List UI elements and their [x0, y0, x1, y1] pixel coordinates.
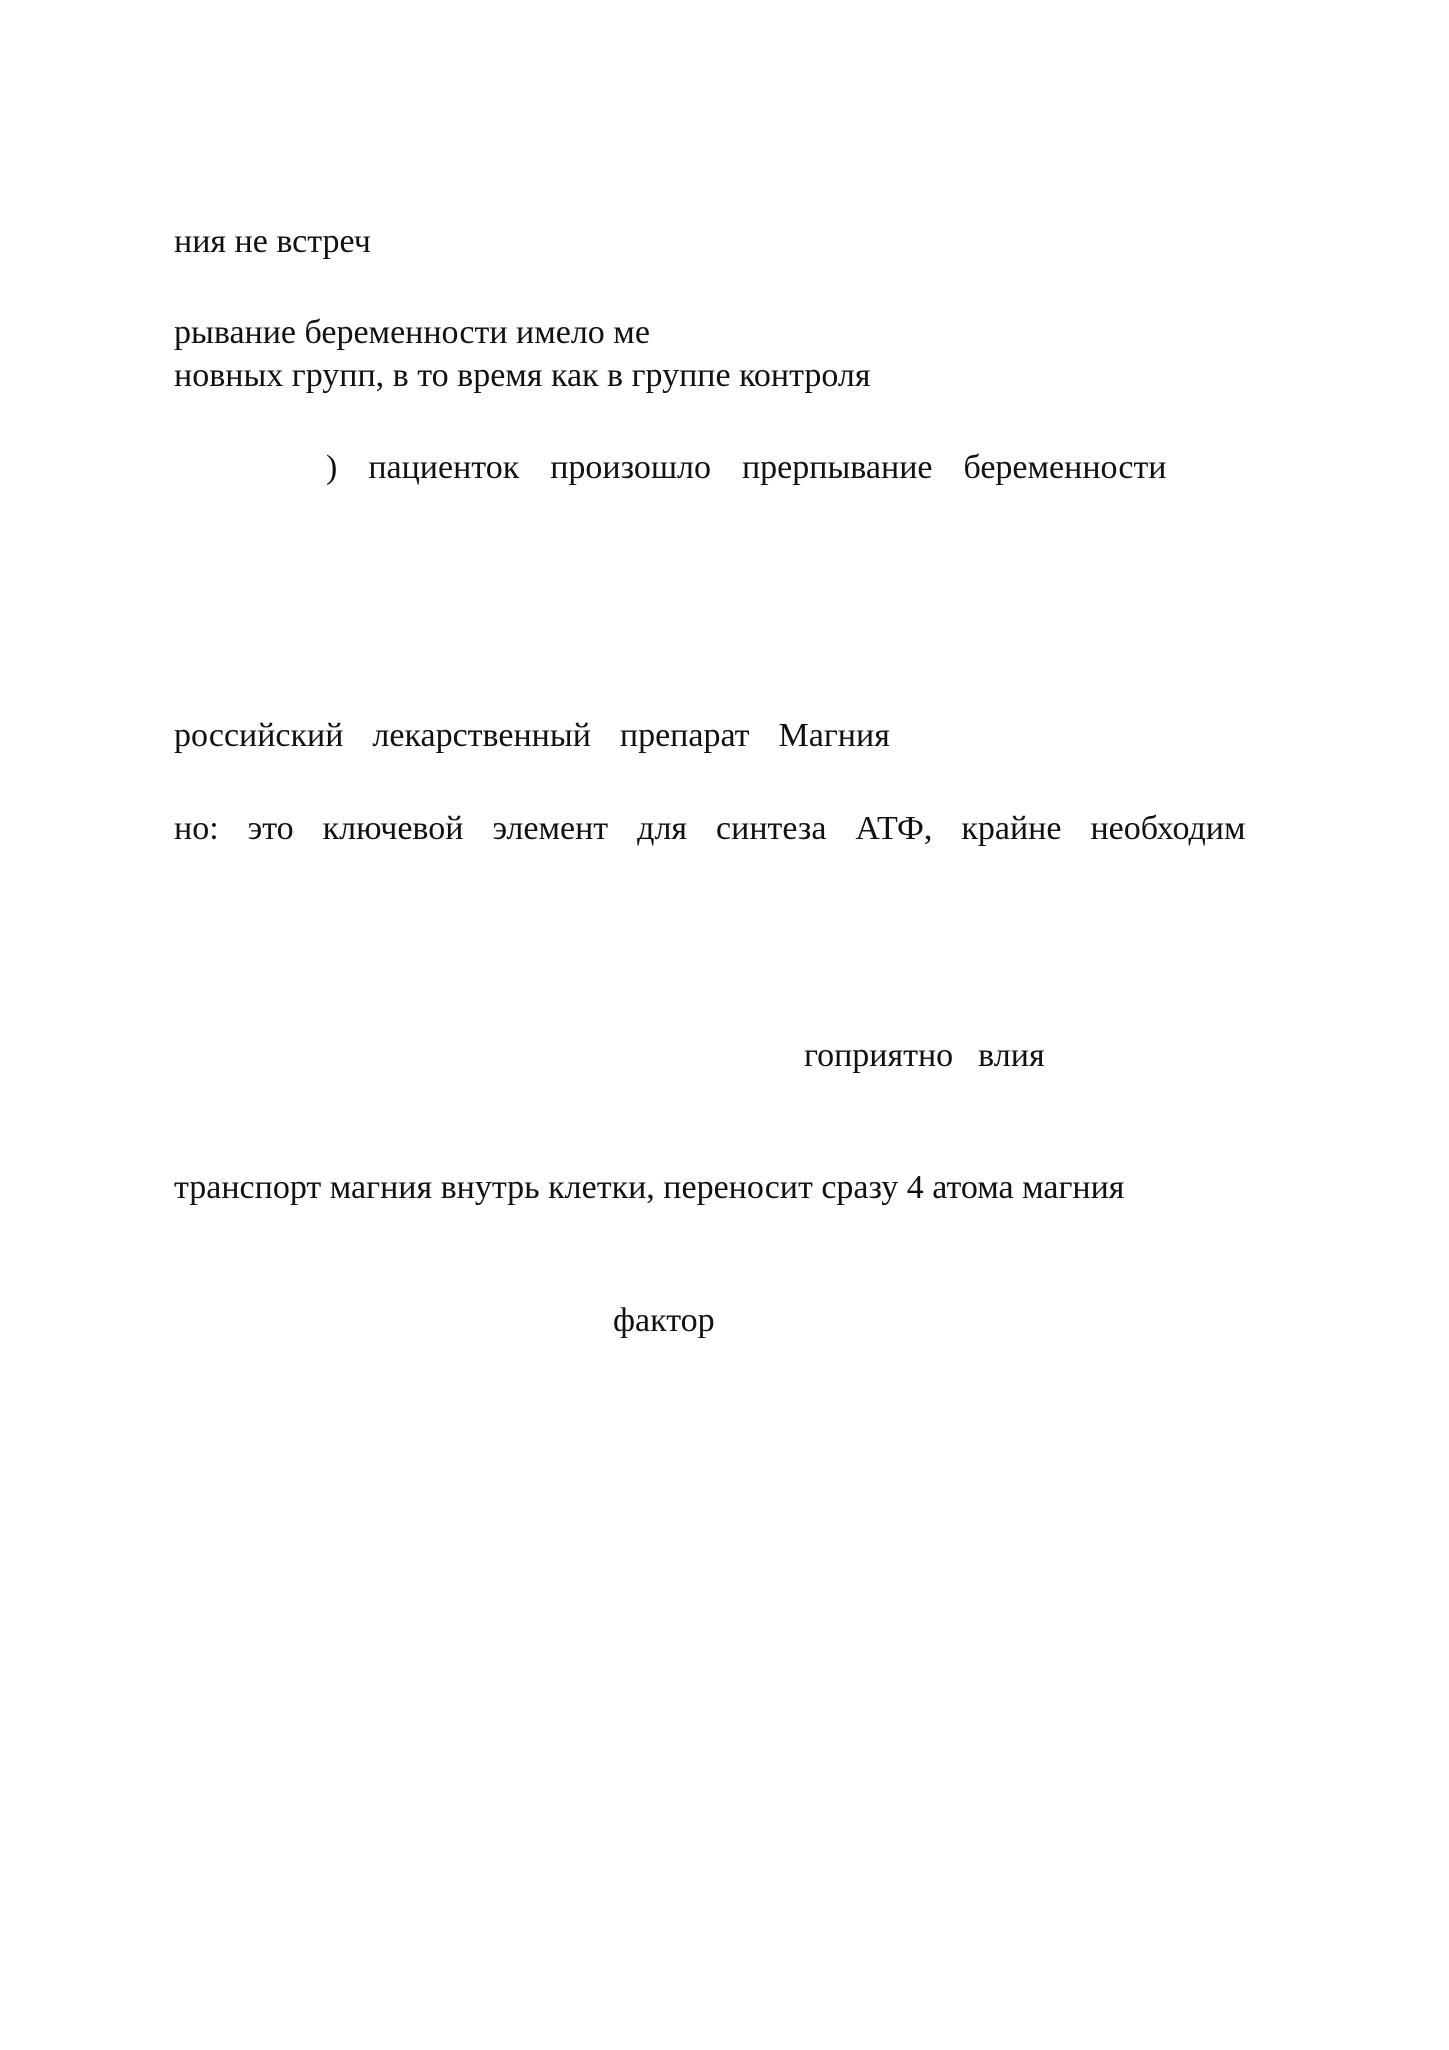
- text-line-7: гоприятно влия: [804, 1037, 1045, 1074]
- text-line-8: транспорт магния внутрь клетки, переносит сразу 4 атома магния: [174, 1169, 1125, 1206]
- text-line-9: фактор: [613, 1302, 715, 1339]
- text-line-6: но: это ключевой элемент для синтеза АТФ, крайне необходим: [174, 810, 1246, 847]
- text-line-3: новных групп, в то время как в группе контроля: [174, 357, 871, 394]
- text-line-4: ) пациенток произошло прерпывание беременности: [326, 449, 1167, 486]
- text-line-5: российский лекарственный препарат Магния: [174, 717, 890, 754]
- text-line-1: ния не встреч: [174, 223, 371, 260]
- text-line-2: рывание беременности имело ме: [174, 314, 650, 351]
